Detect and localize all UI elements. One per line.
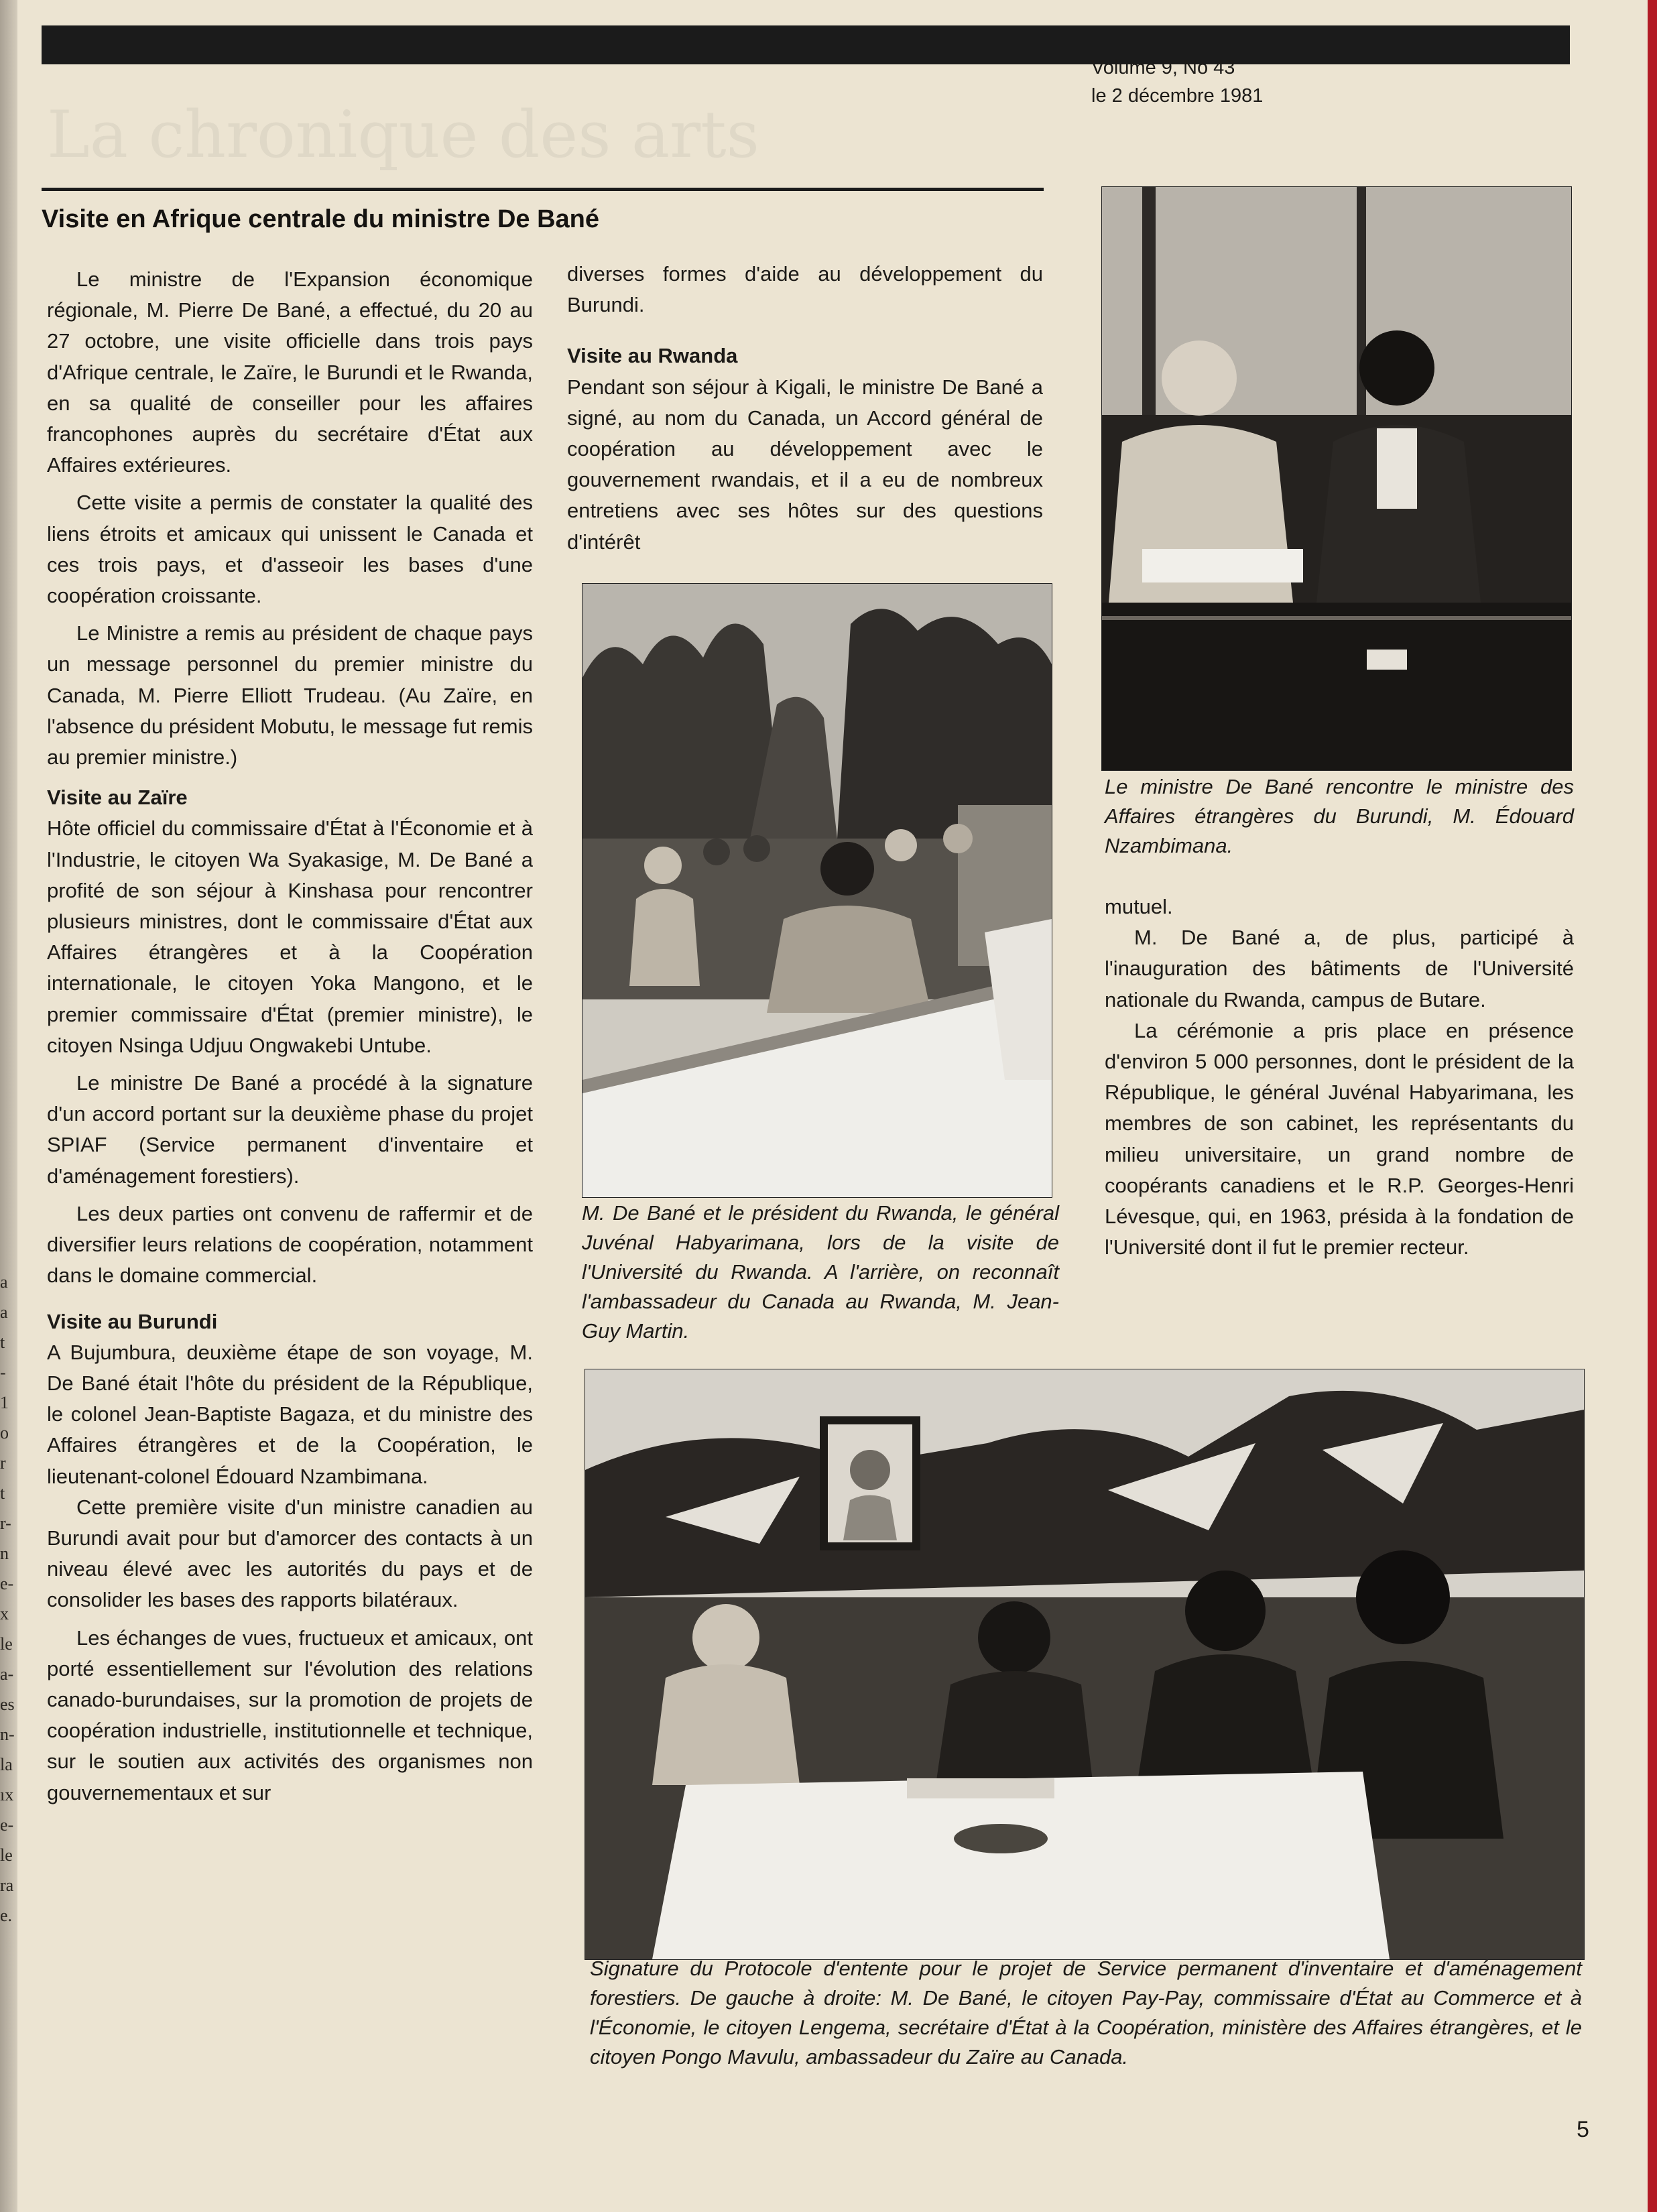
- column-1: [47, 264, 533, 1808]
- photo-signature-image: [585, 1369, 1584, 1959]
- red-page-edge: [1648, 0, 1657, 2212]
- photo-burundi-meeting: [1101, 186, 1572, 771]
- paragraph: Les échanges de vues, fructueux et amicaux, ont porté essentiellement sur l'évolution des relations canado-burundaises, sur la promotion de projets de coopération industrielle, institutionnelle et technique, sur le soutien aux activités des organismes non gouvernementaux et sur: [47, 1625, 533, 1804]
- paragraph: Cette première visite d'un ministre canadien au Burundi avait pour but d'amorcer des contacts à un niveau élevé avec les autorités du pays et de consolider les bases des rapports bilatéraux.: [47, 1495, 533, 1612]
- paragraph: Le Ministre a remis au président de chaque pays un message personnel du premier ministre du Canada, M. Pierre Elliott Trudeau. (Au Zaïre, en l'absence du président Mobutu, le message fut remis au premier ministre.): [47, 621, 533, 770]
- paragraph: mutuel.: [1105, 895, 1173, 918]
- subheading-burundi: Visite au Burundi: [47, 1309, 218, 1333]
- paragraph: Cette visite a permis de constater la qualité des liens étroits et amicaux qui unissent le Canada et ces trois pays, et d'asseoir les bases d'une coopération croissante.: [47, 491, 533, 608]
- caption-signature: Signature du Protocole d'entente pour le projet de Service permanent d'inventaire et d'aménagement forestiers. De gauche à droite: M. De Bané, le citoyen Pay-Pay, commissaire d'État au Commerce et à l'Économie, le citoyen Lengema, secrétaire d'État à la Coopération, ministère des Affaires étrangères, et le citoyen Pongo Mavulu, ambassadeur du Zaïre au Canada.: [590, 1957, 1582, 2069]
- paragraph: diverses formes d'aide au développement du Burundi.: [567, 262, 1043, 317]
- caption-rwanda: M. De Bané et le président du Rwanda, le général Juvénal Habyarimana, lors de la visite de l'Université du Rwanda. A l'arrière, on reconnaît l'ambassadeur du Canada au Rwanda, M. Jean-Guy Martin.: [582, 1201, 1059, 1343]
- subheading-zaire: Visite au Zaïre: [47, 786, 188, 810]
- paragraph: La cérémonie a pris place en présence d'environ 5 000 personnes, dont le président de la République, le général Juvénal Habyarimana, les membres de son cabinet, les représentants du milieu universitaire, un grand nombre de coopérants canadiens et le R.P. Georges-Henri Lévesque, qui, en 1963, présida à la fondation de l'Université dont il fut le premier recteur.: [1105, 1018, 1574, 1259]
- header-bar: [42, 25, 1570, 64]
- article-rule: [42, 188, 1044, 191]
- issue-date: le 2 décembre 1981: [1091, 85, 1264, 107]
- caption-burundi: Le ministre De Bané rencontre le ministre des Affaires étrangères du Burundi, M. Édouard Nzambimana.: [1105, 775, 1574, 857]
- paragraph: Les deux parties ont convenu de raffermir et de diversifier leurs relations de coopération, notamment dans le domaine commercial.: [47, 1201, 533, 1288]
- column-3: [1105, 892, 1574, 1263]
- paragraph: Hôte officiel du commissaire d'État à l'Économie et à l'Industrie, le citoyen Wa Syakasige, M. De Bané a profité de son séjour à Kinshasa pour rencontrer plusieurs ministres, dont le commissaire d'État aux Affaires étrangères et à la Coopération internationale, le citoyen Yoka Mangono, et le premier commissaire d'État (premier ministre), le citoyen Nsinga Udjuu Ongwakebi Untube.: [47, 816, 533, 1057]
- photo-burundi-image: [1102, 187, 1571, 770]
- issue-info: [1091, 54, 1263, 110]
- paragraph: Pendant son séjour à Kigali, le ministre De Bané a signé, au nom du Canada, un Accord général de coopération au développement avec le gouvernement rwandais, et il a eu de nombreux entretiens avec ses hôtes sur des questions d'intérêt: [567, 375, 1043, 554]
- photo-rwanda-image: [582, 584, 1052, 1197]
- subheading-rwanda: Visite au Rwanda: [567, 344, 738, 368]
- volume-number: Volume 9, No 43: [1091, 57, 1235, 78]
- paragraph: Le ministre de l'Expansion économique régionale, M. Pierre De Bané, a effectué, du 20 au 27 octobre, une visite officielle dans trois pays d'Afrique centrale, le Zaïre, le Burundi et le Rwanda, en sa qualité de conseiller pour les affaires francophones auprès du secrétaire d'État aux Affaires extérieures.: [47, 267, 533, 477]
- article-title: Visite en Afrique centrale du ministre De Bané: [42, 205, 600, 233]
- bleed-through-title: La chronique des arts: [47, 97, 759, 172]
- page-number: 5: [1577, 2117, 1589, 2142]
- paragraph: Le ministre De Bané a procédé à la signature d'un accord portant sur la deuxième phase du projet SPIAF (Service permanent d'inventaire et d'aménagement forestiers).: [47, 1071, 533, 1188]
- photo-rwanda-university: [582, 583, 1052, 1198]
- paragraph: M. De Bané a, de plus, participé à l'inauguration des bâtiments de l'Université nationale du Rwanda, campus de Butare.: [1105, 926, 1574, 1011]
- column-2: [567, 259, 1043, 558]
- adjacent-page-fragments: a a t - 1 o r t r- n e- x le a- es n- la ıx e- le ra e.: [0, 1272, 15, 1925]
- paragraph: A Bujumbura, deuxième étape de son voyage, M. De Bané était l'hôte du président de la République, le colonel Jean-Baptiste Bagaza, et du ministre des Affaires étrangères et de la Coopération, le lieutenant-colonel Édouard Nzambimana.: [47, 1340, 533, 1488]
- photo-signature-ceremony: [585, 1369, 1585, 1960]
